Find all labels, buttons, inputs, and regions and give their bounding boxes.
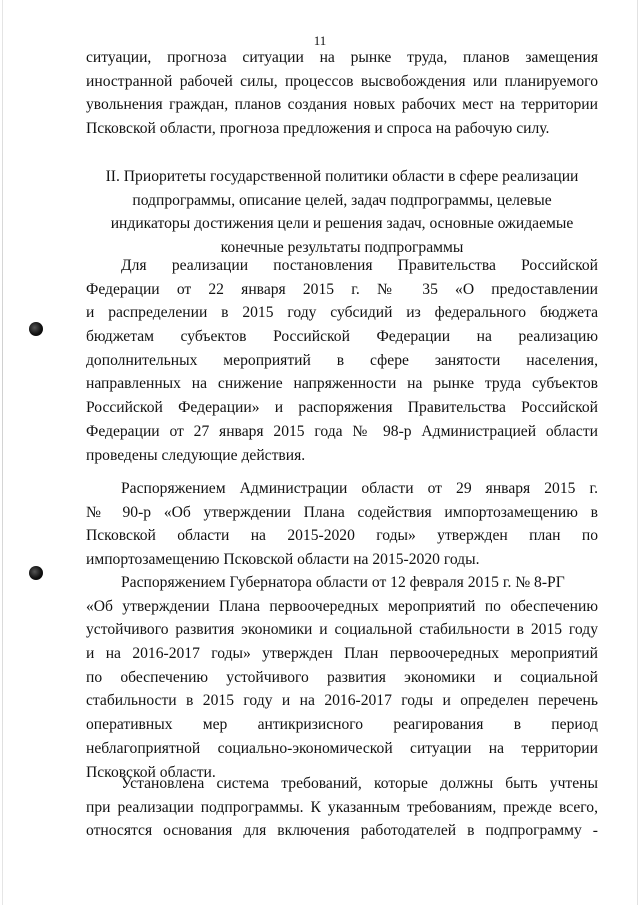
text-line: Российской Федерации» и распоряжения Правительства Российской [86, 399, 598, 417]
text-line: «Об утверждении Плана первоочередных мероприятий по обеспечению [86, 597, 598, 615]
punch-hole-bottom [29, 566, 43, 580]
heading-line: индикаторы достижения цели и решения задач, основные ожидаемые [110, 215, 574, 233]
text-line: увольнения граждан, планов создания новых рабочих мест на территории [86, 96, 598, 114]
text-line: и на 2016-2017 годы» утвержден План первоочередных мероприятий [86, 645, 598, 663]
page-number: 11 [313, 33, 327, 48]
text-line: Псковской области. [86, 763, 216, 781]
heading-line: конечные результаты подпрограммы [220, 239, 464, 257]
text-line: импортозамещению Псковской области на 2015-2020 годы. [86, 551, 480, 569]
text-line: Федерации от 22 января 2015 г. № 35 «О предоставлении [86, 280, 598, 298]
text-line: стабильности в 2015 году и на 2016-2017 годы и определен перечень [86, 692, 598, 710]
text-line: бюджетам субъектов Российской Федерации на реализацию [86, 328, 598, 346]
paragraph-3 [86, 571, 598, 784]
text-line: Распоряжением Администрации области от 29 января 2015 г. [121, 480, 598, 497]
paragraph-2 [86, 477, 598, 572]
text-line: Псковской области на 2015-2020 годы» утвержден план по [86, 527, 598, 545]
text-line: направленных на снижение напряженности на рынке труда субъектов [86, 375, 598, 393]
text-line: относятся основания для включения работодателей в подпрограмму - [86, 822, 598, 840]
intro-paragraph [86, 46, 598, 141]
text-line: ситуации, прогноза ситуации на рынке труда, планов замещения [86, 49, 598, 66]
text-line: иностранной рабочей силы, процессов высвобождения или планируемого [86, 72, 598, 90]
page-edge-right [637, 0, 638, 905]
punch-hole-top [29, 322, 43, 336]
text-line: оперативных мер антикризисного реагирования в период [86, 716, 598, 734]
text-line: Федерации от 27 января 2015 года № 98-р Администрацией области [86, 422, 598, 440]
text-line: Для реализации постановления Правительства Российской [121, 257, 598, 274]
heading-line: II. Приоритеты государственной политики области в сфере реализации [105, 168, 579, 185]
text-line: по обеспечению устойчивого развития экономики и социальной [86, 668, 598, 686]
page-edge-left [2, 0, 3, 905]
text-line: № 90-р «Об утверждении Плана содействия импортозамещению в [86, 503, 598, 521]
paragraph-1 [86, 254, 598, 467]
text-line: дополнительных мероприятий в сфере занятости населения, [86, 351, 598, 369]
section-heading [86, 165, 598, 260]
paragraph-4 [86, 772, 598, 843]
text-line: и распределении в 2015 году субсидий из федерального бюджета [86, 304, 598, 322]
text-line: устойчивого развития экономики и социальной стабильности в 2015 году [86, 621, 598, 639]
text-line: проведены следующие действия. [86, 446, 306, 464]
text-line: Псковской области, прогноза предложения и спроса на рабочую силу. [86, 120, 550, 138]
text-line: при реализации подпрограммы. К указанным требованиям, прежде всего, [86, 798, 598, 816]
text-line: неблагоприятной социально-экономической ситуации на территории [86, 739, 598, 757]
text-line: Установлена система требований, которые должны быть учтены [121, 775, 598, 792]
heading-line: подпрограммы, описание целей, задач подпрограммы, целевые [132, 191, 552, 209]
text-line: Распоряжением Губернатора области от 12 февраля 2015 г. № 8-РГ [121, 574, 565, 591]
